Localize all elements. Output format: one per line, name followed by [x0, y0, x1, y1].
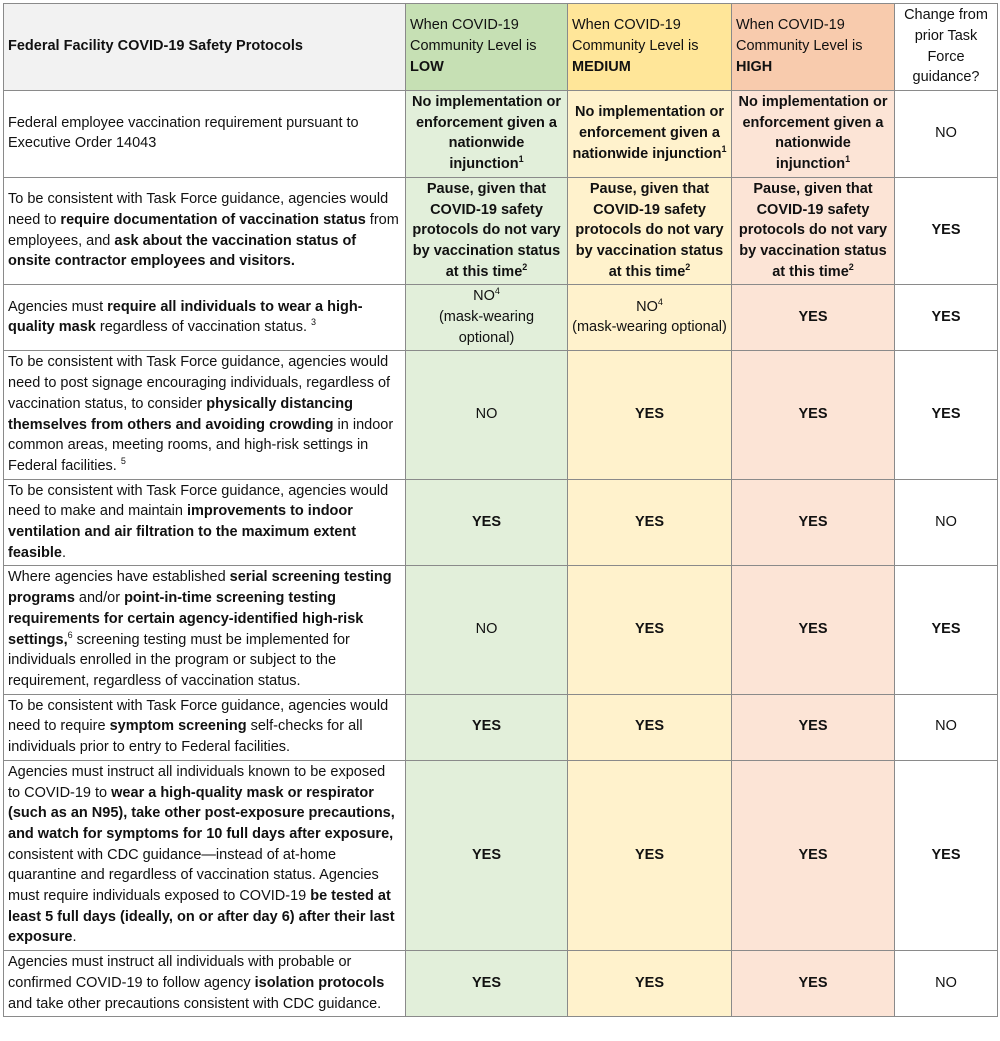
cell-text: YES: [471, 718, 501, 735]
footnote-ref: 2: [522, 261, 528, 272]
cell-text: NO: [475, 406, 498, 423]
cell-level-high: [732, 177, 895, 285]
cell-text: Pause, given that COVID-19 safety protocols do not vary by vaccination status at this time: [738, 180, 888, 280]
header-level-prefix: When COVID-19 Community Level is: [736, 17, 863, 55]
table-row: [4, 351, 998, 479]
change-value: NO: [895, 479, 998, 566]
footnote-ref: 1: [845, 154, 851, 165]
footnote-ref: 6: [67, 629, 73, 640]
cell-level-high: [732, 285, 895, 351]
cell-level-high: [732, 479, 895, 566]
description-text: To be consistent with Task Force guidance, agencies would need to: [8, 191, 389, 228]
description-text: consistent with CDC guidance—instead of at-home quarantine and regardless of vaccination status. Agencies must require individuals exposed to COVID-19: [8, 846, 379, 905]
cell-text: YES: [471, 513, 501, 530]
table-title: Federal Facility COVID-19 Safety Protocols: [4, 4, 406, 91]
footnote-ref: 5: [120, 456, 126, 467]
description-text: To be consistent with Task Force guidance, agencies would need to require: [8, 697, 389, 735]
header-level-medium: [568, 4, 732, 91]
cell-level-low: [406, 177, 568, 285]
description-text: ask about the vaccination status of onsite contractor employees and visitors.: [8, 232, 357, 270]
description-text: Agencies must instruct all individuals known to be exposed to COVID-19 to: [8, 763, 386, 801]
cell-level-medium: [568, 177, 732, 285]
footnote-ref: 1: [721, 143, 727, 154]
description-text: physically distancing themselves from others and avoiding crowding: [8, 395, 353, 433]
cell-text: NO: [475, 621, 498, 638]
change-value: YES: [895, 351, 998, 479]
cell-text: No implementation or enforcement given a nationwide injunction: [411, 94, 562, 173]
description-text: require all individuals to wear a high-quality mask: [8, 298, 363, 336]
cell-level-low: [406, 694, 568, 760]
cell-text: Pause, given that COVID-19 safety protocols do not vary by vaccination status at this time: [412, 180, 561, 280]
table-row: [4, 951, 998, 1017]
table-row: [4, 91, 998, 178]
header-level-name: LOW: [410, 58, 444, 75]
cell-text: YES: [471, 974, 501, 991]
cell-text: No implementation or enforcement given a nationwide injunction: [738, 94, 888, 173]
header-row: [4, 4, 998, 91]
cell-text: YES: [634, 513, 664, 530]
description-text: in indoor common areas, meeting rooms, and high-risk settings in Federal facilities.: [8, 416, 394, 474]
header-level-name: MEDIUM: [572, 58, 631, 75]
cell-text: YES: [798, 309, 828, 326]
description-text: Federal employee vaccination requirement pursuant to Executive Order 14043: [8, 114, 359, 152]
cell-level-high: [732, 91, 895, 178]
protocol-description: [4, 351, 406, 479]
description-text: be tested at least 5 full days (ideally, on or after day 6) after their last exposure: [8, 888, 395, 946]
protocol-description: [4, 951, 406, 1017]
description-text: point-in-time screening testing requirements for certain agency-identified high-risk settings,: [8, 590, 364, 648]
cell-text: YES: [798, 974, 828, 991]
description-text: self-checks for all individuals prior to entry to Federal facilities.: [8, 718, 363, 756]
protocol-description: [4, 91, 406, 178]
description-text: wear a high-quality mask or respirator (such as an N95), take other post-exposure precautions, and watch for symptoms for 10 full days after exposure,: [8, 784, 395, 842]
protocol-description: [4, 285, 406, 351]
change-value: YES: [895, 760, 998, 950]
cell-text: Pause, given that COVID-19 safety protocols do not vary by vaccination status at this time: [575, 180, 724, 280]
table-row: [4, 479, 998, 566]
cell-level-low: [406, 351, 568, 479]
table-row: [4, 694, 998, 760]
header-level-prefix: When COVID-19 Community Level is: [410, 17, 537, 55]
header-level-low: [406, 4, 568, 91]
protocol-description: [4, 479, 406, 566]
cell-level-low: [406, 760, 568, 950]
cell-level-medium: [568, 694, 732, 760]
description-text: isolation protocols: [254, 974, 385, 991]
footnote-ref: 1: [518, 154, 524, 165]
cell-level-medium: [568, 479, 732, 566]
cell-level-low: [406, 951, 568, 1017]
cell-text: NO: [636, 298, 658, 315]
description-text: Agencies must: [8, 298, 108, 315]
cell-text: YES: [798, 718, 828, 735]
cell-text: YES: [634, 718, 664, 735]
table-row: [4, 177, 998, 285]
description-text: To be consistent with Task Force guidance, agencies would need to make and maintain: [8, 482, 389, 520]
description-text: serial screening testing programs: [8, 569, 392, 607]
cell-text: YES: [634, 406, 664, 423]
table-row: [4, 760, 998, 950]
protocol-description: [4, 760, 406, 950]
header-level-prefix: When COVID-19 Community Level is: [572, 17, 699, 55]
cell-level-low: [406, 285, 568, 351]
change-value: YES: [895, 566, 998, 694]
cell-level-medium: [568, 566, 732, 694]
cell-level-medium: [568, 285, 732, 351]
description-text: improvements to indoor ventilation and air filtration to the maximum extent feasible: [8, 503, 357, 561]
cell-text: YES: [634, 621, 664, 638]
cell-level-high: [732, 951, 895, 1017]
protocol-description: [4, 694, 406, 760]
cell-level-high: [732, 566, 895, 694]
cell-level-high: [732, 694, 895, 760]
cell-level-medium: [568, 91, 732, 178]
cell-level-medium: [568, 351, 732, 479]
change-value: NO: [895, 694, 998, 760]
description-text: .: [62, 544, 67, 561]
cell-text: No implementation or enforcement given a nationwide injunction: [572, 104, 725, 162]
cell-level-low: [406, 479, 568, 566]
description-text: .: [72, 929, 77, 946]
description-text: screening testing must be implemented for individuals enrolled in the program or subject to the requirement, regardless of vaccination status.: [8, 631, 350, 689]
cell-level-medium: [568, 951, 732, 1017]
footnote-ref: 3: [311, 317, 317, 328]
table-body: [4, 91, 998, 1017]
table-row: [4, 566, 998, 694]
cell-level-medium: [568, 760, 732, 950]
footnote-ref: 4: [657, 296, 663, 307]
cell-note: (mask-wearing optional): [438, 309, 535, 346]
change-value: NO: [895, 91, 998, 178]
cell-text: YES: [634, 974, 664, 991]
description-text: require documentation of vaccination status: [60, 211, 366, 228]
description-text: regardless of vaccination status.: [95, 319, 312, 336]
cell-text: YES: [798, 621, 828, 638]
change-value: NO: [895, 951, 998, 1017]
cell-text: YES: [471, 846, 501, 863]
footnote-ref: 4: [494, 286, 500, 297]
protocol-description: [4, 177, 406, 285]
description-text: symptom screening: [109, 718, 247, 735]
cell-text: YES: [634, 846, 664, 863]
header-level-name: HIGH: [736, 58, 773, 75]
covid-protocols-table: [3, 3, 998, 1017]
cell-text: YES: [798, 846, 828, 863]
description-text: and take other precautions consistent with CDC guidance.: [8, 995, 382, 1012]
protocol-description: [4, 566, 406, 694]
cell-note: (mask-wearing optional): [572, 319, 727, 336]
cell-level-high: [732, 760, 895, 950]
header-change: Change from prior Task Force guidance?: [895, 4, 998, 91]
description-text: from employees, and: [8, 211, 399, 249]
description-text: Agencies must instruct all individuals with probable or confirmed COVID-19 to follow agency: [8, 954, 352, 991]
cell-text: YES: [798, 406, 828, 423]
footnote-ref: 2: [685, 261, 691, 272]
cell-level-high: [732, 351, 895, 479]
cell-text: NO: [473, 288, 495, 305]
table-row: [4, 285, 998, 351]
footnote-ref: 2: [848, 261, 854, 272]
description-text: Where agencies have established: [8, 569, 230, 586]
cell-level-low: [406, 566, 568, 694]
cell-level-low: [406, 91, 568, 178]
header-level-high: [732, 4, 895, 91]
change-value: YES: [895, 177, 998, 285]
cell-text: YES: [798, 513, 828, 530]
description-text: and/or: [74, 590, 125, 607]
description-text: To be consistent with Task Force guidance, agencies would need to post signage encouraging individuals, regardless of vaccination status, to consider: [8, 354, 391, 412]
change-value: YES: [895, 285, 998, 351]
